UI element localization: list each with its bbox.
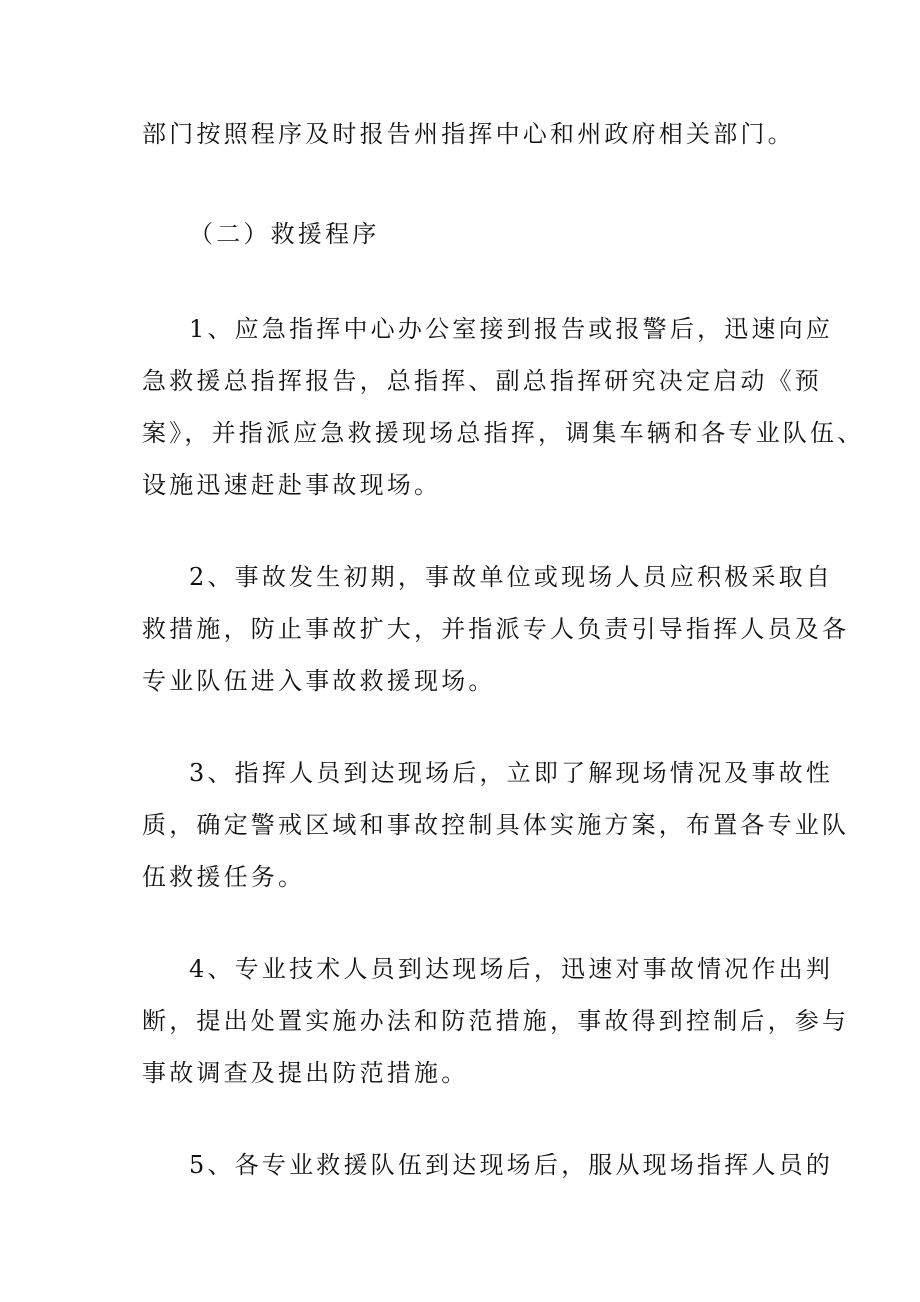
continuation-line: 部门按照程序及时报告州指挥中心和州政府相关部门。	[142, 120, 795, 148]
paragraph-line: 2、事故发生初期，事故单位或现场人员应积极采取自	[189, 563, 834, 591]
paragraph-line: 案》，并指派应急救援现场总指挥，调集车辆和各专业队伍、	[142, 419, 865, 447]
paragraph-line: 急救援总指挥报告，总指挥、副总指挥研究决定启动《预	[142, 367, 822, 395]
paragraph-line: 1、应急指挥中心办公室接到报告或报警后，迅速向应	[189, 315, 834, 343]
paragraph-line: 救措施，防止事故扩大，并指派专人负责引导指挥人员及各	[142, 615, 850, 643]
paragraph-line: 4、专业技术人员到达现场后，迅速对事故情况作出判	[189, 955, 834, 983]
paragraph-line: 3、指挥人员到达现场后，立即了解现场情况及事故性	[189, 759, 834, 787]
paragraph-line: 5、各专业救援队伍到达现场后，服从现场指挥人员的	[189, 1151, 834, 1179]
paragraph-line: 质，确定警戒区域和事故控制具体实施方案，布置各专业队	[142, 811, 850, 839]
paragraph-line: 断，提出处置实施办法和防范措施，事故得到控制后，参与	[142, 1007, 850, 1035]
paragraph-line: 事故调查及提出防范措施。	[142, 1059, 469, 1087]
paragraph-line: 专业队伍进入事故救援现场。	[142, 667, 496, 695]
section-heading: （二）救援程序	[189, 220, 380, 248]
paragraph-line: 伍救援任务。	[142, 863, 306, 891]
paragraph-line: 设施迅速赶赴事故现场。	[142, 471, 442, 499]
